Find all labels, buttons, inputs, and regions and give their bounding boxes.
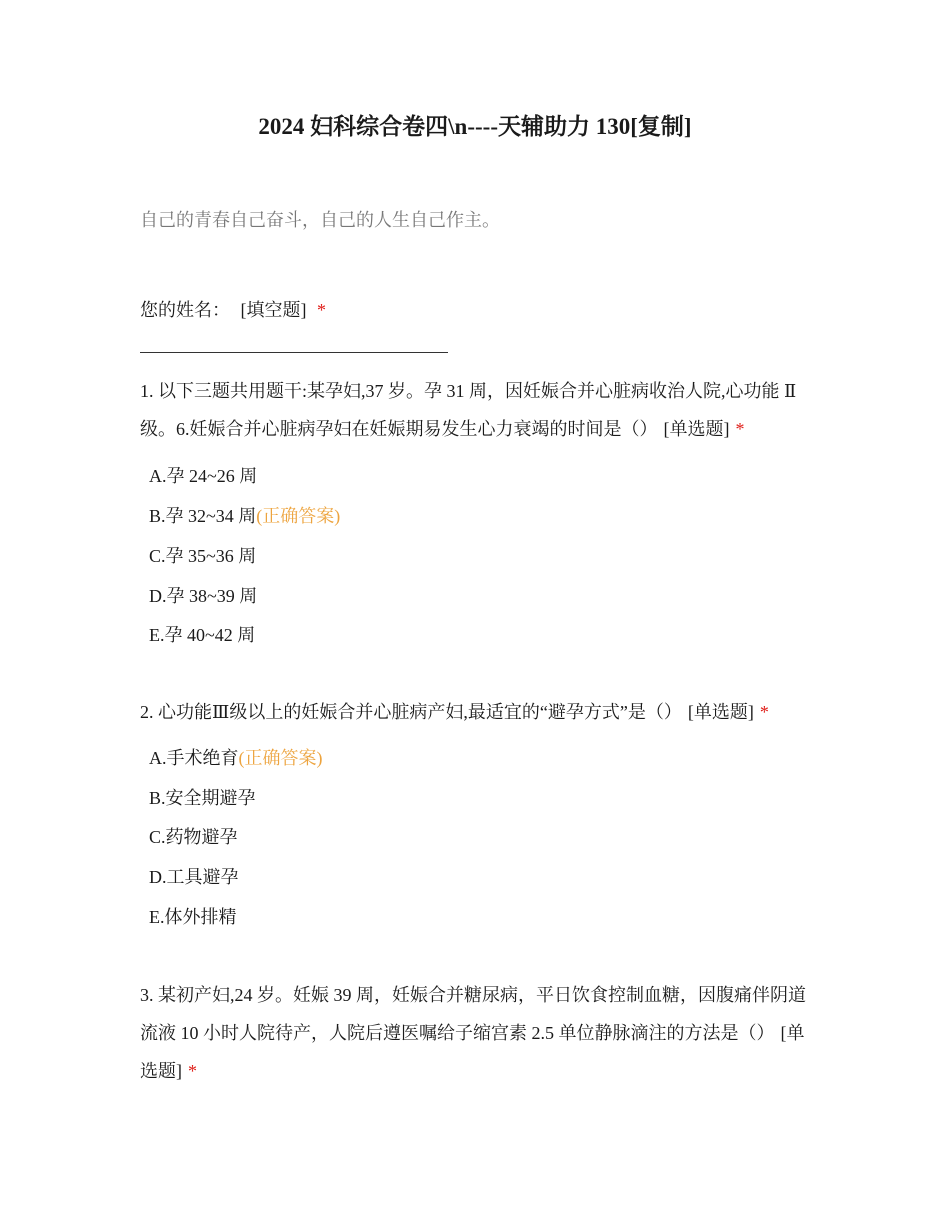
option-label: B.安全期避孕 xyxy=(149,788,256,808)
required-mark: * xyxy=(188,1061,197,1081)
option-label: D.工具避孕 xyxy=(149,867,239,887)
q1-option-a[interactable] xyxy=(149,462,257,490)
q1-option-e[interactable] xyxy=(149,621,255,649)
option-label: A.手术绝育 xyxy=(149,748,239,768)
q2-option-d[interactable] xyxy=(149,863,239,891)
page-subtitle: 自己的青春自己奋斗，自己的人生自己作主。 xyxy=(140,210,500,230)
q2-option-e[interactable] xyxy=(149,903,237,931)
question-text: 1. 以下三题共用题干:某孕妇,37 岁。孕 31 周，因妊娠合并心脏病收治人院,心功能 Ⅱ级。6.妊娠合并心脏病孕妇在妊娠期易发生心力衰竭的时间是（） xyxy=(140,381,797,439)
option-label: E.孕 40~42 周 xyxy=(149,625,256,645)
q2-option-b[interactable] xyxy=(149,784,256,812)
q1-option-c[interactable] xyxy=(149,542,256,570)
question-text: 3. 某初产妇,24 岁。妊娠 39 周，妊娠合并糖尿病，平日饮食控制血糖，因腹痛伴阴道流液 10 小时人院待产，人院后遵医嘱给子缩宫素 2.5 单位静脉滴注的方法是（） xyxy=(140,985,806,1043)
question-type-tag: [单选题] xyxy=(140,1023,805,1081)
q1-option-b[interactable] xyxy=(149,502,340,530)
correct-answer-label: (正确答案) xyxy=(238,748,323,768)
required-mark: * xyxy=(735,419,745,439)
question-type-tag: [单选题] xyxy=(663,419,730,439)
q2-option-c[interactable] xyxy=(149,823,238,851)
required-mark: * xyxy=(317,300,326,320)
name-input[interactable] xyxy=(140,352,448,353)
option-label: C.药物避孕 xyxy=(149,827,238,847)
name-question xyxy=(140,296,326,324)
question-2 xyxy=(140,693,820,731)
question-1 xyxy=(140,372,820,448)
required-mark: * xyxy=(759,702,769,722)
option-label: C.孕 35~36 周 xyxy=(149,546,257,566)
q1-option-d[interactable] xyxy=(149,582,257,610)
name-label: 您的姓名： xyxy=(140,300,230,320)
correct-answer-label: (正确答案) xyxy=(256,506,341,526)
page-title: 2024 妇科综合卷四\n----天辅助力 130[复制] xyxy=(258,114,692,139)
option-label: B.孕 32~34 周 xyxy=(149,506,257,526)
option-label: A.孕 24~26 周 xyxy=(149,466,258,486)
q2-option-a[interactable] xyxy=(149,744,323,772)
question-text: 2. 心功能Ⅲ级以上的妊娠合并心脏病产妇,最适宜的“避孕方式”是（） xyxy=(140,702,682,722)
question-type-tag: [填空题] xyxy=(240,300,307,320)
question-3 xyxy=(140,976,820,1090)
option-label: E.体外排精 xyxy=(149,907,237,927)
option-label: D.孕 38~39 周 xyxy=(149,586,258,606)
question-type-tag: [单选题] xyxy=(687,702,754,722)
